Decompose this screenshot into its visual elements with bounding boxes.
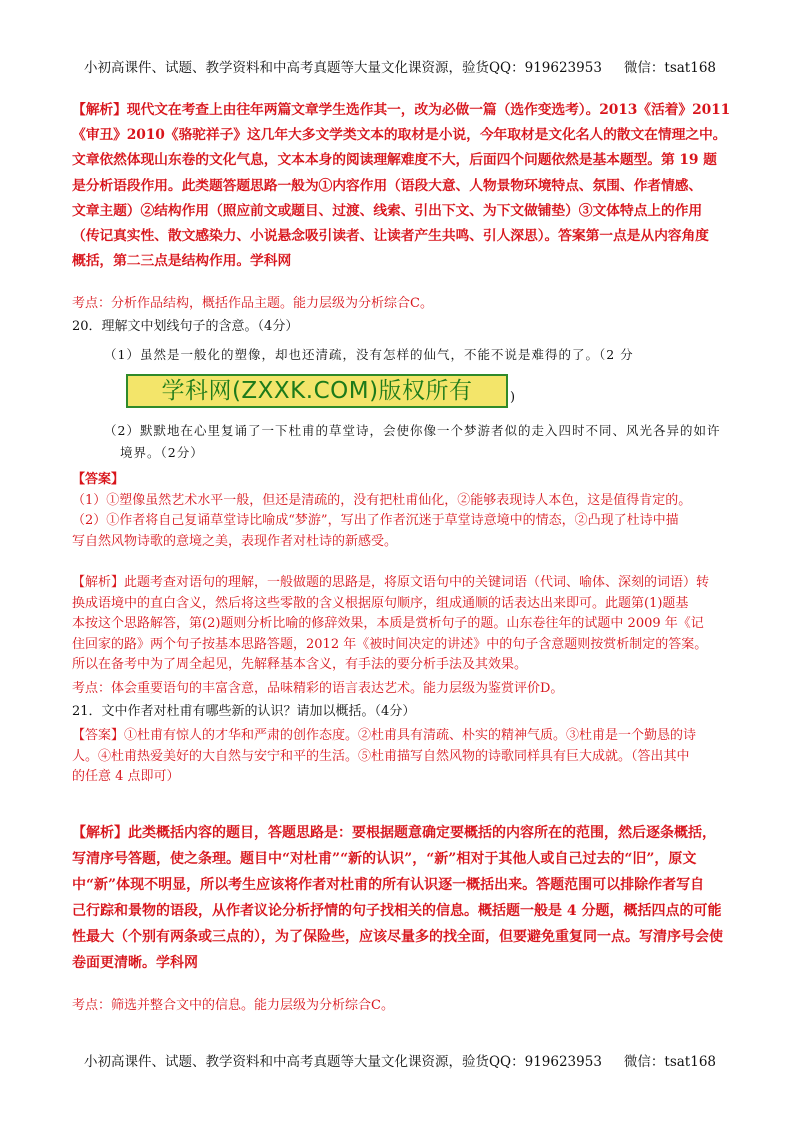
analysis-line: 换成语境中的直白含义，然后将这些零散的含义根据原句顺序，组成通顺的话表达出来即可。此题第(1)题基 [72, 595, 689, 611]
answer-line: 人。④杜甫热爱美好的大自然与安宁和平的生活。⑤杜甫描写自然风物的诗歌同样具有巨大成就。（答出其中 [72, 748, 690, 764]
analysis-q20 [72, 573, 732, 676]
analysis-q19 [72, 98, 732, 274]
analysis-line: 文章依然体现山东卷的文化气息，文本本身的阅读理解难度不大，后面四个问题依然是基本题型。第 19 题 [72, 152, 717, 169]
analysis-line: 中“新”体现不明显，所以考生应该将作者对杜甫的所有认识逐一概括出来。答题范围可以排除作者写自 [72, 877, 705, 893]
analysis-line: 【解析】此类概括内容的题目，答题思路是：要根据题意确定要概括的内容所在的范围，然后逐条概括， [72, 825, 716, 841]
kaodian-q21: 考点：筛选并整合文中的信息。能力层级为分析综合C。 [72, 998, 394, 1013]
answer-20 [72, 470, 732, 552]
closing-paren: ) [510, 390, 516, 405]
question-20-title: 20．理解文中划线句子的含意。（4分） [72, 319, 299, 334]
analysis-line: 本按这个思路解答，第(2)题则分析比喻的修辞效果，本质是赏析句子的题。山东卷往年的试题中 2009 年《记 [72, 616, 704, 631]
header-resource-text: 小初高课件、试题、教学资料和中高考真题等大量文化课资源，验货QQ：919623953 [83, 60, 602, 76]
kaodian-q19: 考点：分析作品结构，概括作品主题。能力层级为分析综合C。 [72, 296, 433, 311]
answer-21 [72, 726, 732, 788]
analysis-line: （传记真实性、散文感染力、小说悬念吸引读者、让读者产生共鸣、引人深思）。答案第一点是从内容角度 [72, 228, 709, 245]
question-20-sub1: （1）虽然是一般化的塑像，却也还清疏，没有怎样的仙气，不能不说是难得的了。（2 分 [104, 347, 634, 362]
question-21-title: 21．文中作者对杜甫有哪些新的认识？请加以概括。（4分） [72, 704, 416, 719]
answer-line: （2）①作者将自己复诵草堂诗比喻成“梦游”，写出了作者沉迷于草堂诗意境中的情态，②凸现了杜诗中描 [72, 513, 679, 528]
copyright-banner [126, 374, 508, 408]
header-wechat-text: 微信：tsat168 [623, 60, 717, 76]
analysis-line: 己行踪和景物的语段，从作者议论分析抒情的句子找相关的信息。概括题一般是 4 分题，概括四点的可能 [72, 903, 722, 919]
page-header [0, 56, 800, 76]
analysis-line: 文章主题）②结构作用（照应前文或题目、过渡、线索、引出下文、为下文做铺垫）③文体特点上的作用 [72, 202, 703, 219]
analysis-line: 【解析】现代文在考查上由往年两篇文章学生选作其一，改为必做一篇（选作变选考）。2013《活着》2011 [72, 102, 731, 118]
analysis-line: 所以在备考中为了周全起见，先解释基本含义，有手法的要分析手法及其效果。 [72, 657, 528, 672]
footer-resource-text: 小初高课件、试题、教学资料和中高考真题等大量文化课资源，验货QQ：919623953 [83, 1054, 602, 1070]
analysis-line: 【解析】此题考查对语句的理解，一般做题的思路是，将原文语句中的关键词语（代词、喻体、深刻的词语）转 [72, 575, 710, 590]
copyright-banner-text: 学科网(ZXXK.COM)版权所有 [161, 378, 473, 404]
analysis-q21 [72, 820, 732, 976]
analysis-line: 住回家的路》两个句子按基本思路答题，2012 年《被时间决定的讲述》中的句子含意题则按赏析制定的答案。 [72, 636, 708, 652]
analysis-line: 卷面更清晰。学科网 [72, 955, 198, 971]
answer-line: 【答案】①杜甫有惊人的才华和严肃的创作态度。②杜甫具有清疏、朴实的精神气质。③杜甫是一个勤恳的诗 [72, 728, 697, 743]
analysis-line: 概括，第二三点是结构作用。学科网 [72, 253, 292, 270]
analysis-line: 写清序号答题，使之条理。题目中“对杜甫”“新的认识”，“新”相对于其他人或自己过去的“旧”，原文 [72, 851, 697, 867]
answer-line: 的任意 4 点即可） [72, 769, 180, 784]
analysis-line: 是分析语段作用。此类题答题思路一般为①内容作用（语段大意、人物景物环境特点、氛围、作者情感、 [72, 177, 703, 194]
page-footer [0, 1050, 800, 1070]
kaodian-q20: 考点：体会重要语句的丰富含意，品味精彩的语言表达艺术。能力层级为鉴赏评价D。 [72, 681, 564, 696]
question-20-sub2-line1: （2）默默地在心里复诵了一下杜甫的草堂诗，会使你像一个梦游者似的走入四时不同、风光各异的如许 [104, 423, 721, 438]
answer-label: 【答案】 [72, 472, 125, 487]
question-20-sub2-line2: 境界。（2分） [120, 445, 204, 460]
analysis-line: 《审丑》2010《骆驼祥子》这几年大多文学类文本的取材是小说，今年取材是文化名人的散文在情理之中。 [72, 127, 727, 144]
analysis-line: 性最大（个别有两条或三点的），为了保险些，应该尽量多的找全面，但要避免重复同一点。写清序号会使 [72, 929, 723, 945]
answer-line: 写自然风物诗歌的意境之美，表现作者对杜诗的新感受。 [72, 533, 398, 549]
footer-wechat-text: 微信：tsat168 [623, 1054, 717, 1070]
answer-line: （1）①塑像虽然艺术水平一般，但还是清疏的，没有把杜甫仙化，②能够表现诗人本色，这是值得肯定的。 [72, 492, 692, 508]
